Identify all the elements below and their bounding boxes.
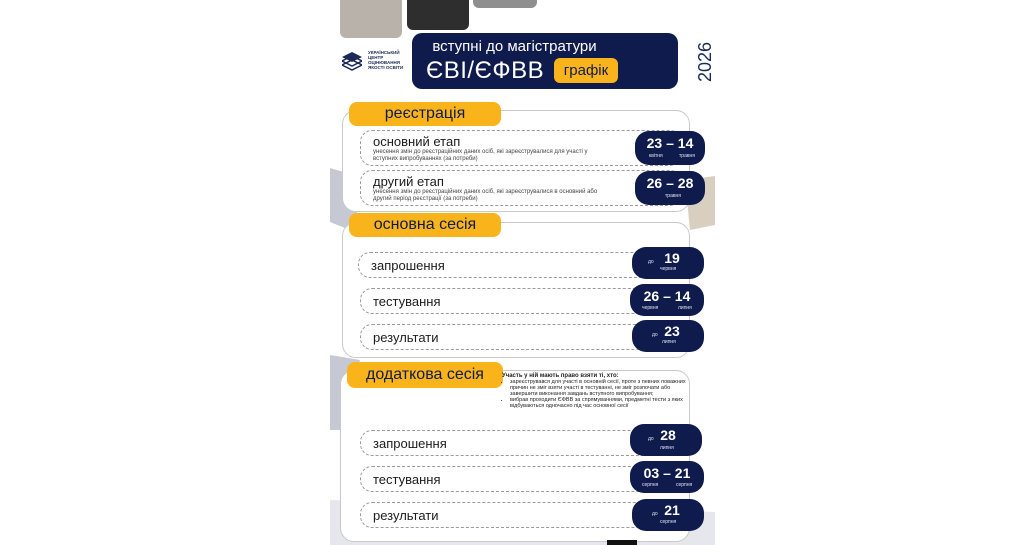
main-results-date [632,320,704,352]
day: 28 [660,427,676,443]
from-month: серпня [642,482,659,488]
day: 23 [664,323,680,339]
to-month: травня [679,153,695,159]
photo-people [407,0,469,30]
month: липня [660,445,674,451]
main-session-tab: основна сесія [349,213,501,237]
main-results-row [360,324,666,350]
month: червня [660,266,677,272]
schedule-badge: графік [554,58,618,83]
row-title: запрошення [373,436,447,451]
row-subtitle: унесення змін до реєстраційних даних осіб, які зареєструвалися для участі у вступних випробуваннях (за потреби) [373,149,588,162]
month: серпня [660,519,677,525]
registration-second-row [360,170,682,206]
registration-main-date [635,131,705,165]
date-range: 26 – 28 [646,175,694,191]
main-testing-row [360,288,666,314]
extra-testing-date [630,461,704,493]
note-item: • вибрав проходити ЄФВВ за спрямуваннями, предметні тести з яких відбуваються одночасно під час основної сесії [510,397,692,409]
day: 19 [664,250,680,266]
date-range: 23 – 14 [646,135,694,151]
date-prefix: до [648,436,654,442]
year-label: 2026 [695,41,715,83]
note-item: • зареєструвався для участі в основній сесії, проте з певних поважних причин не зміг взяти участі в тестуванні, не зміг розпочати або завершити виконання завдань вступного випробування; [510,379,692,397]
row-title: другий етап [373,174,444,189]
to-month: серпня [676,482,693,488]
extra-results-date [632,499,704,531]
registration-second-date [635,171,705,205]
extra-session-tab: додаткова сесія [347,362,503,388]
day: 21 [664,502,680,518]
row-title: основний етап [373,134,461,149]
row-title: результати [373,330,439,345]
photo-students [340,0,402,38]
title-line1: вступні до магістратури [432,38,597,55]
date-range: 26 – 14 [643,288,691,304]
from-month: червня [642,305,659,311]
note-title: Участь у ній мають право взяти ті, хто: [502,373,619,379]
row-title: результати [373,508,439,523]
main-invite-date [632,247,704,279]
main-testing-date [630,284,704,316]
title-box [412,33,678,89]
date-range: 03 – 21 [643,465,691,481]
extra-invite-date [630,424,702,456]
row-title: тестування [373,472,441,487]
from-month: квітня [649,153,663,159]
schedule-poster [330,0,715,545]
row-title: тестування [373,294,441,309]
extra-results-row [360,502,666,528]
extra-testing-row [360,466,666,492]
title-line2: ЄВІ/ЄФВВ [426,57,545,84]
row-title: запрошення [371,258,445,273]
org-name: УКРАЇНСЬКИЙ ЦЕНТР ОЦІНЮВАННЯ ЯКОСТІ ОСВІТИ [368,50,404,70]
date-prefix: до [648,259,654,265]
date-prefix: до [652,332,658,338]
ucequality-logo-icon [342,52,362,72]
note-list [502,379,692,409]
date-prefix: до [652,511,658,517]
to-month: липня [678,305,692,311]
month: липня [662,339,676,345]
row-subtitle: унесення змін до реєстраційних даних осіб, які зареєструвалися в основний або другий період реєстрації (за потреби) [373,189,598,202]
month: травня [665,193,681,199]
main-invite-row [358,252,666,278]
eligibility-note [502,373,692,409]
extra-invite-row [360,430,668,456]
registration-tab: реєстрація [349,102,501,126]
bottom-bar [607,540,637,545]
registration-main-row [360,130,682,166]
photo-room [473,0,537,8]
